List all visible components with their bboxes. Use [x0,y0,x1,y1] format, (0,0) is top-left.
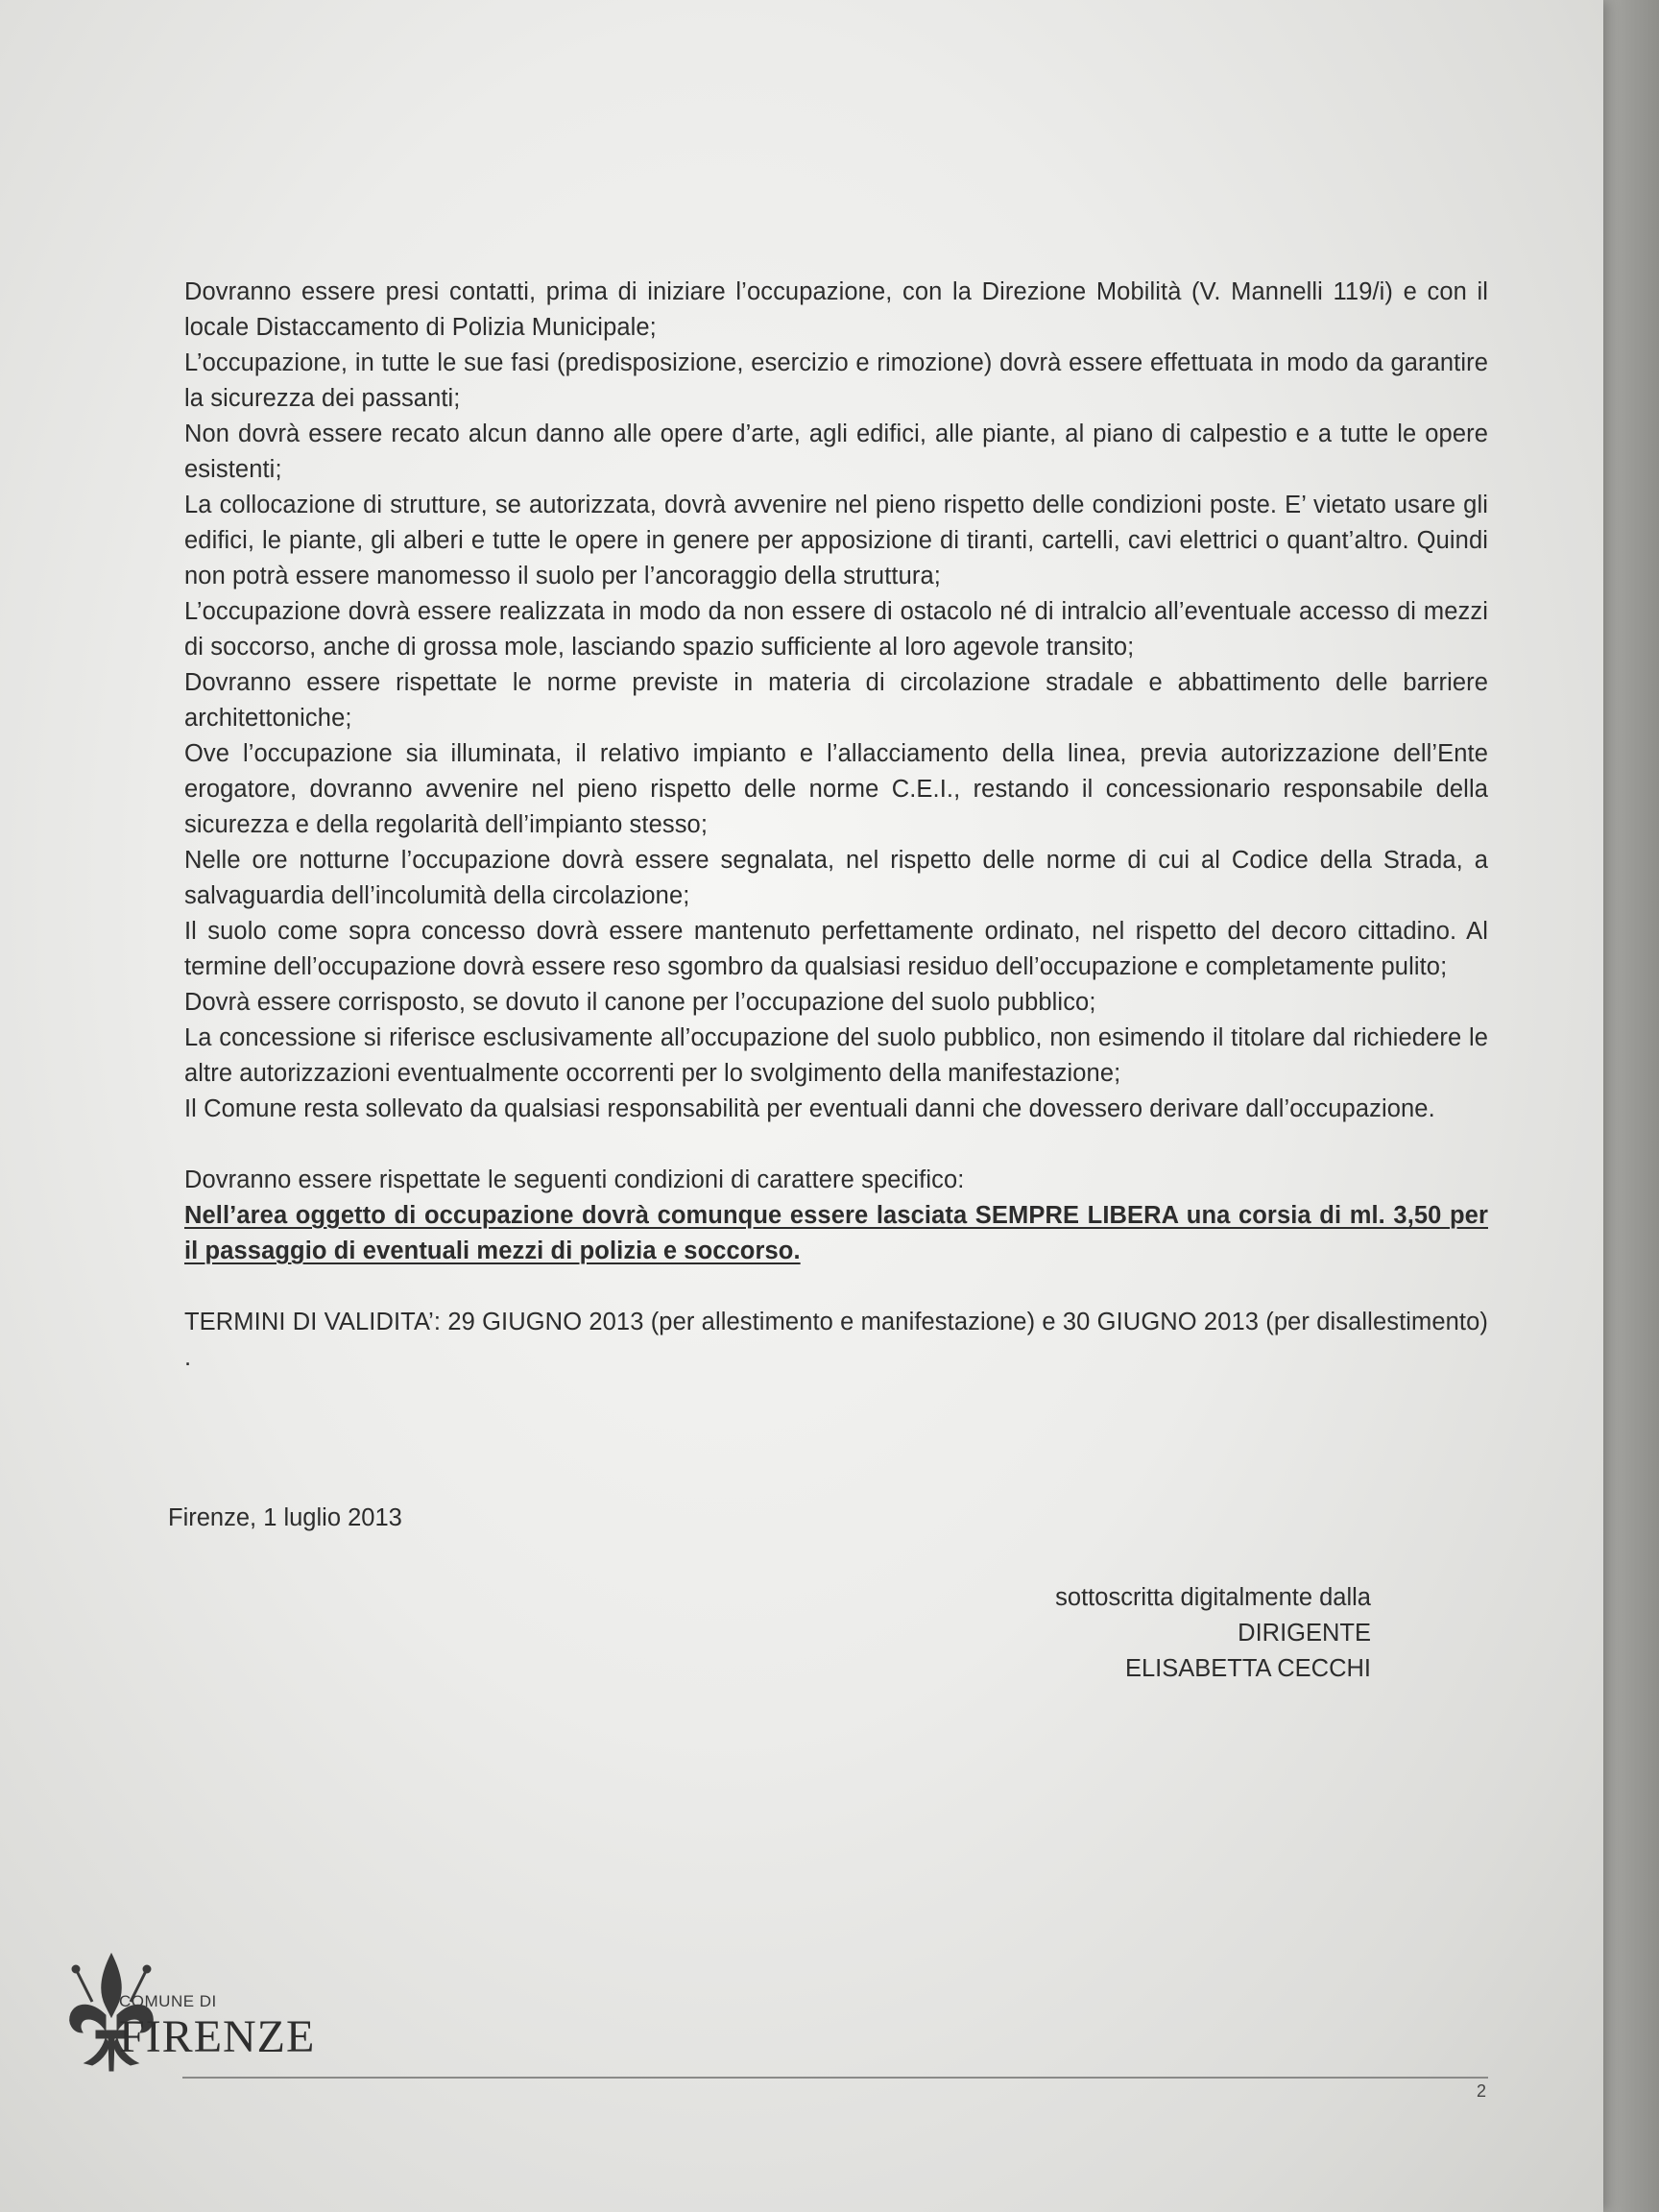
paragraph-no-damage: Non dovrà essere recato alcun danno alle opere d’arte, agli edifici, alle piante, al piano di calpestio e a tutte le opere esistenti; [184,421,1488,483]
paragraph-emergency-access: L’occupazione dovrà essere realizzata in modo da non essere di ostacolo né di intralcio all’eventuale accesso di mezzi di soccorso, anche di grossa mole, lasciando spazio sufficiente al loro agevole transito; [184,598,1488,661]
paragraph-night-signal: Nelle ore notturne l’occupazione dovrà essere segnalata, nel rispetto delle norme di cui al Codice della Strada, a salvaguardia dell’incolumità della circolazione; [184,847,1488,909]
logo-label-big: FIRENZE [119,2011,316,2062]
spacer [184,1127,1488,1163]
logo-label-small: COMUNE DI [119,1992,217,2010]
page-number: 2 [1477,2081,1487,2101]
date-place: Firenze, 1 luglio 2013 [168,1504,402,1531]
signature-line-3: ELISABETTA CECCHI [1124,1655,1371,1682]
paragraph-liability: Il Comune resta sollevato da qualsiasi responsabilità per eventuali danni che dovessero derivare dall’occupazione. [184,1095,1435,1122]
specific-condition: Nell’area oggetto di occupazione dovrà comunque essere lasciata SEMPRE LIBERA una corsia di ml. 3,50 per il passaggio di eventuali mezzi di polizia e soccorso. [184,1202,1488,1264]
validity-terms: TERMINI DI VALIDITA’: 29 GIUGNO 2013 (per allestimento e manifestazione) e 30 GIUGNO 2013 (per disallestimento) . [184,1309,1488,1371]
signature-line-1: sottoscritta digitalmente dalla [1055,1584,1371,1611]
paragraph-contacts: Dovranno essere presi contatti, prima di iniziare l’occupazione, con la Direzione Mobilità (V. Mannelli 119/i) e con il locale Distaccamento di Polizia Municipale; [184,278,1488,341]
background-edge [1601,0,1659,2212]
paragraph-lighting: Ove l’occupazione sia illuminata, il relativo impianto e l’allacciamento della linea, previa autorizzazione dell’Ente erogatore, dovranno avvenire nel pieno rispetto delle norme C.E.I., restando il concessionario responsabile della sicurezza e della regolarità dell’impianto stesso; [184,740,1488,838]
paragraph-cleanliness: Il suolo come sopra concesso dovrà essere mantenuto perfettamente ordinato, nel rispetto del decoro cittadino. Al termine dell’occupazione dovrà essere reso sgombro da qualsiasi residuo dell’occupazione e completamente pulito; [184,918,1488,980]
signature-block [1055,1580,1371,1687]
paragraph-structures: La collocazione di strutture, se autorizzata, dovrà avvenire nel pieno rispetto delle condizioni poste. E’ vietato usare gli edifici, le piante, gli alberi e tutte le opere in genere per apposizione di tiranti, cartelli, cavi elettrici o quant’altro. Quindi non potrà essere manomesso il suolo per l’ancoraggio della struttura; [184,492,1488,589]
paragraph-safety: L’occupazione, in tutte le sue fasi (predisposizione, esercizio e rimozione) dovrà essere effettuata in modo da garantire la sicurezza dei passanti; [184,349,1488,412]
paragraph-traffic-norms: Dovranno essere rispettate le norme previste in materia di circolazione stradale e abbattimento delle barriere architettoniche; [184,669,1488,732]
spacer [184,1269,1488,1305]
paragraph-scope: La concessione si riferisce esclusivamente all’occupazione del suolo pubblico, non esimendo il titolare dal richiedere le altre autorizzazioni eventualmente occorrenti per lo svolgimento della manifestazione; [184,1024,1488,1087]
specific-conditions-intro: Dovranno essere rispettate le seguenti condizioni di carattere specifico: [184,1166,965,1193]
footer-divider [182,2077,1488,2079]
paragraph-fee: Dovrà essere corrisposto, se dovuto il canone per l’occupazione del suolo pubblico; [184,989,1096,1016]
signature-line-2: DIRIGENTE [1238,1620,1371,1647]
document-body [184,275,1488,1376]
